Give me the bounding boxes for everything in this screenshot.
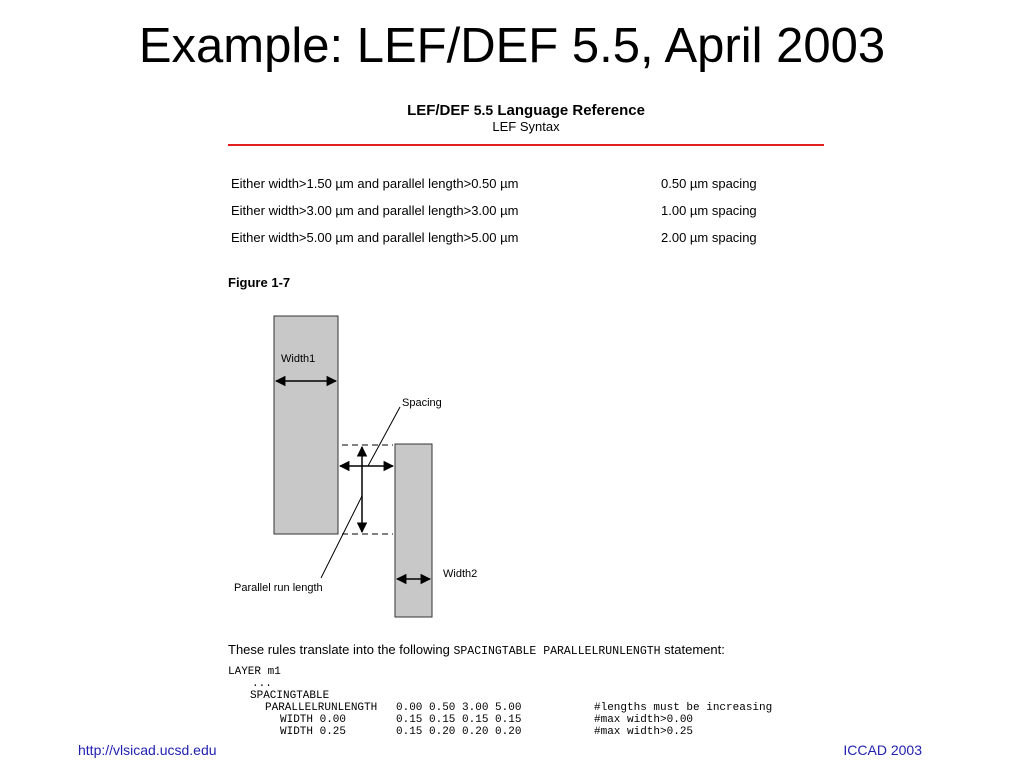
rule-condition: Either width>5.00 µm and parallel length>5.00 µm (231, 230, 519, 245)
width1-label: Width1 (281, 353, 316, 365)
translation-prefix: These rules translate into the following (228, 642, 450, 657)
code-line (228, 666, 828, 678)
footer-conference: ICCAD 2003 (843, 742, 922, 758)
slide-title: Example: LEF/DEF 5.5, April 2003 (138, 19, 886, 73)
rule-condition: Either width>3.00 µm and parallel length>3.00 µm (231, 203, 519, 218)
rule-result: 2.00 µm spacing (661, 230, 757, 245)
code-comment: #max width>0.25 (594, 726, 694, 738)
document-title-main: LEF/DEF (407, 102, 470, 119)
parallel-run-label: Parallel run length (234, 582, 323, 594)
code-line (228, 702, 828, 714)
figure-label: Figure 1-7 (228, 275, 291, 290)
translation-suffix: statement: (664, 642, 725, 657)
code-text: ... (252, 678, 272, 690)
wire-shape-1 (274, 316, 338, 534)
code-line (228, 678, 828, 690)
code-text: LAYER m1 (228, 666, 281, 678)
translation-sentence (228, 641, 725, 661)
code-keyword: PARALLELRUNLENGTH (265, 702, 378, 714)
rule-condition: Either width>1.50 µm and parallel length>0.50 µm (231, 176, 519, 191)
code-keyword: WIDTH 0.00 (280, 714, 347, 726)
code-values: 0.00 0.50 3.00 5.00 (396, 702, 522, 714)
rule-result: 0.50 µm spacing (661, 176, 757, 191)
code-comment: #lengths must be increasing (594, 702, 773, 714)
code-comment: #max width>0.00 (594, 714, 694, 726)
wire-shape-2 (395, 444, 432, 617)
document-title-rest: Language Reference (497, 102, 645, 119)
translation-keyword: SPACINGTABLE PARALLELRUNLENGTH (453, 645, 661, 658)
footer-url-link[interactable]: http://vlsicad.ucsd.edu (78, 742, 217, 758)
width2-label: Width2 (443, 568, 478, 580)
code-line (228, 714, 828, 726)
document-subtitle: LEF Syntax (492, 119, 560, 134)
code-line (228, 690, 828, 702)
code-keyword: WIDTH 0.25 (280, 726, 347, 738)
document-title-version: 5.5 (473, 102, 494, 118)
code-text: SPACINGTABLE (250, 690, 330, 702)
code-listing (228, 666, 828, 738)
rule-result: 1.00 µm spacing (661, 203, 757, 218)
spacing-label: Spacing (402, 397, 442, 409)
code-values: 0.15 0.15 0.15 0.15 (396, 714, 522, 726)
code-line (228, 726, 828, 738)
code-values: 0.15 0.20 0.20 0.20 (396, 726, 522, 738)
